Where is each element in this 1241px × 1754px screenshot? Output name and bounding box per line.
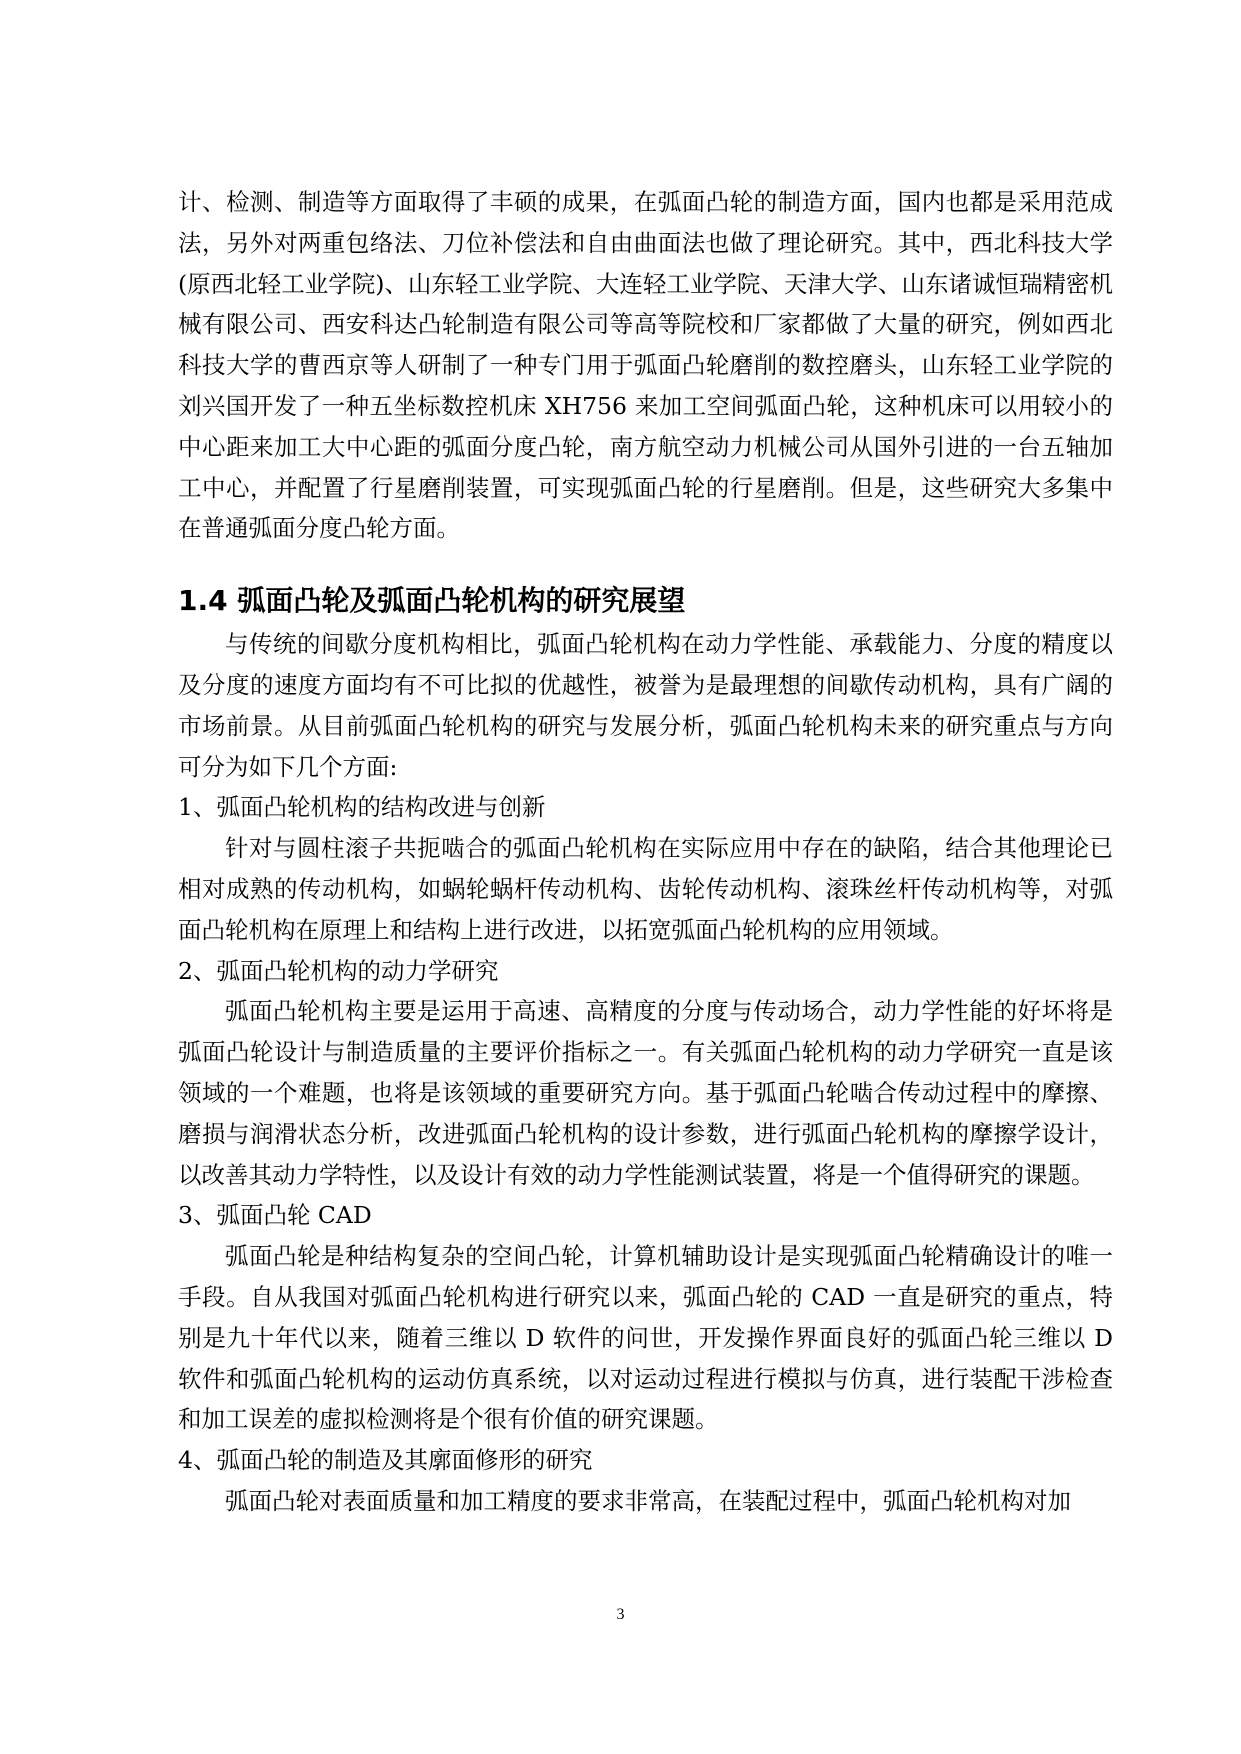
item-1-label: 1、弧面凸轮机构的结构改进与创新 [178, 793, 546, 822]
section-heading: 1.4 弧面凸轮及弧面凸轮机构的研究展望 [178, 584, 686, 618]
page-body [178, 182, 1113, 1522]
intro-paragraph: 计、检测、制造等方面取得了丰硕的成果，在弧面凸轮的制造方面，国内也都是采用范成法，另外对两重包络法、刀位补偿法和自由曲面法也做了理论研究。其中，西北科技大学(原西北轻工业学院)、山东轻工业学院、大连轻工业学院、天津大学、山东诸诚恒瑞精密机械有限公司、西安科达凸轮制造有限公司等高等院校和厂家都做了大量的研究，例如西北科技大学的曹西京等人研制了一种专门用于弧面凸轮磨削的数控磨头，山东轻工业学院的刘兴国开发了一种五坐标数控机床 XH756 来加工空间弧面凸轮，这种机床可以用较小的中心距来加工大中心距的弧面分度凸轮，南方航空动力机械公司从国外引进的一台五轴加工中心，并配置了行星磨削装置，可实现弧面凸轮的行星磨削。但是，这些研究大多集中在普通弧面分度凸轮方面。 [178, 188, 1113, 543]
item-1-text: 针对与圆柱滚子共扼啮合的弧面凸轮机构在实际应用中存在的缺陷，结合其他理论已相对成熟的传动机构，如蜗轮蜗杆传动机构、齿轮传动机构、滚珠丝杆传动机构等，对弧面凸轮机构在原理上和结构上进行改进，以拓宽弧面凸轮机构的应用领域。 [178, 834, 1113, 944]
item-4-label: 4、弧面凸轮的制造及其廓面修形的研究 [178, 1446, 593, 1475]
section-lead-paragraph: 与传统的间歇分度机构相比，弧面凸轮机构在动力学性能、承载能力、分度的精度以及分度的速度方面均有不可比拟的优越性，被誉为是最理想的间歇传动机构，具有广阔的市场前景。从目前弧面凸轮机构的研究与发展分析，弧面凸轮机构未来的研究重点与方向可分为如下几个方面: [178, 630, 1113, 781]
item-3-text: 弧面凸轮是种结构复杂的空间凸轮，计算机辅助设计是实现弧面凸轮精确设计的唯一手段。自从我国对弧面凸轮机构进行研究以来，弧面凸轮的 CAD 一直是研究的重点，特别是九十年代以来，随着三维以 D 软件的问世，开发操作界面良好的弧面凸轮三维以 D 软件和弧面凸轮机构的运动仿真系统，以对运动过程进行模拟与仿真，进行装配干涉检查和加工误差的虚拟检测将是个很有价值的研究课题。 [178, 1242, 1113, 1434]
page-number: 3 [616, 1606, 625, 1623]
item-2-label: 2、弧面凸轮机构的动力学研究 [178, 956, 499, 985]
item-2-text: 弧面凸轮机构主要是运用于高速、高精度的分度与传动场合，动力学性能的好坏将是弧面凸轮设计与制造质量的主要评价指标之一。有关弧面凸轮机构的动力学研究一直是该领域的一个难题，也将是该领域的重要研究方向。基于弧面凸轮啮合传动过程中的摩擦、磨损与润滑状态分析，改进弧面凸轮机构的设计参数，进行弧面凸轮机构的摩擦学设计，以改善其动力学特性，以及设计有效的动力学性能测试装置，将是一个值得研究的课题。 [178, 997, 1113, 1189]
item-3-label: 3、弧面凸轮 CAD [178, 1201, 372, 1230]
item-4-text: 弧面凸轮对表面质量和加工精度的要求非常高，在装配过程中，弧面凸轮机构对加 [225, 1486, 1071, 1515]
